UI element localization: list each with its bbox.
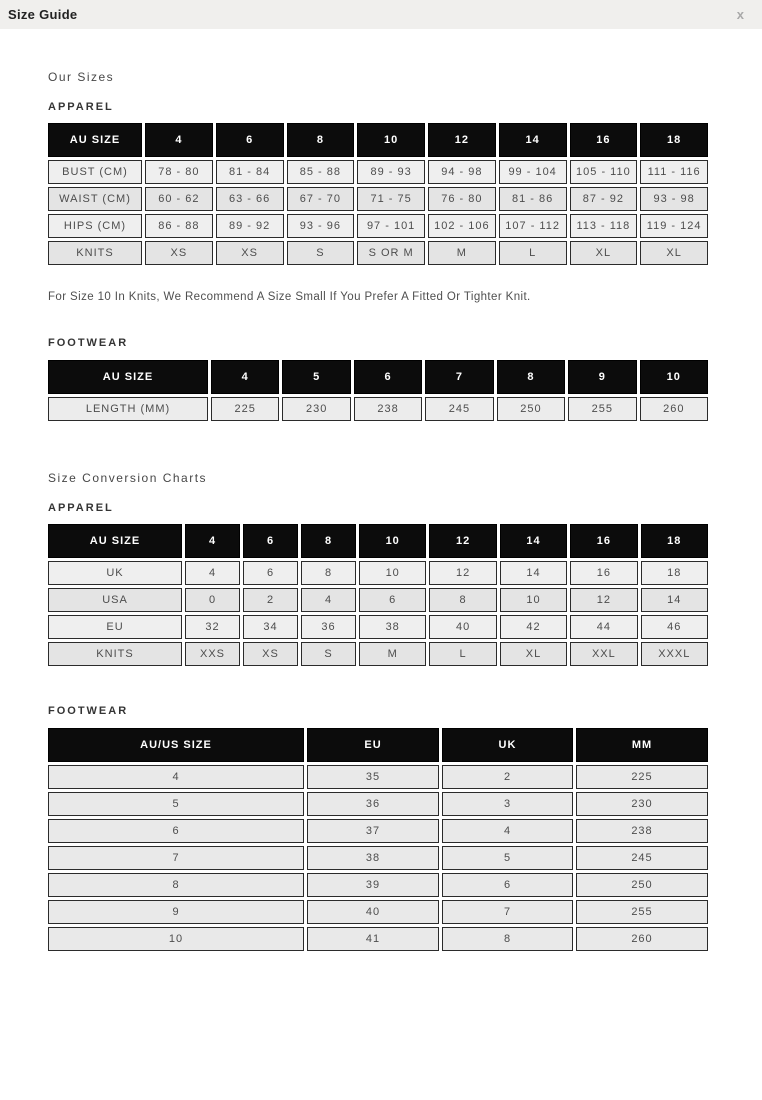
table-row (48, 561, 708, 585)
table-cell: 2 (243, 588, 298, 612)
table-cell: 238 (576, 819, 708, 843)
modal-header (0, 0, 762, 29)
table-cell: 36 (301, 615, 356, 639)
table-cell: S (301, 642, 356, 666)
column-header: 5 (282, 360, 350, 394)
conversion-footwear-table (45, 725, 711, 954)
column-header: AU SIZE (48, 123, 142, 157)
table-cell: 12 (429, 561, 496, 585)
table-cell: S OR M (357, 241, 425, 265)
table-cell: 10 (359, 561, 426, 585)
close-icon[interactable]: x (736, 7, 744, 22)
table-cell: XL (640, 241, 708, 265)
table-cell: 107 - 112 (499, 214, 567, 238)
table-row (48, 927, 708, 951)
column-header: 10 (640, 360, 708, 394)
table-cell: 250 (576, 873, 708, 897)
table-cell: 238 (354, 397, 422, 421)
table-cell: XXL (570, 642, 637, 666)
table-cell: LENGTH (MM) (48, 397, 208, 421)
table-cell: 46 (641, 615, 708, 639)
table-cell: XXS (185, 642, 240, 666)
table-cell: 40 (429, 615, 496, 639)
table-cell: XL (570, 241, 638, 265)
table-cell: 250 (497, 397, 565, 421)
table-cell: 32 (185, 615, 240, 639)
table-cell: 5 (48, 792, 304, 816)
table-cell: 4 (48, 765, 304, 789)
table-cell: 60 - 62 (145, 187, 213, 211)
table-row (48, 397, 708, 421)
column-header: 4 (145, 123, 213, 157)
table-cell: 97 - 101 (357, 214, 425, 238)
table-header-row (48, 524, 708, 558)
table-cell: 89 - 92 (216, 214, 284, 238)
modal-title: Size Guide (8, 7, 78, 22)
table-cell: S (287, 241, 355, 265)
table-cell: 10 (500, 588, 567, 612)
table-row (48, 873, 708, 897)
table-cell: XS (243, 642, 298, 666)
column-header: 7 (425, 360, 493, 394)
table-cell: 0 (185, 588, 240, 612)
table-cell: M (428, 241, 496, 265)
our-sizes-footwear-table (45, 357, 711, 424)
table-cell: 14 (641, 588, 708, 612)
table-row (48, 160, 708, 184)
table-row (48, 642, 708, 666)
column-header: UK (442, 728, 573, 762)
table-cell: USA (48, 588, 182, 612)
column-header: AU/US SIZE (48, 728, 304, 762)
table-cell: 78 - 80 (145, 160, 213, 184)
table-cell: 93 - 98 (640, 187, 708, 211)
table-cell: 6 (243, 561, 298, 585)
table-cell: 93 - 96 (287, 214, 355, 238)
our-sizes-footwear-label: FOOTWEAR (48, 337, 129, 349)
column-header: 16 (570, 524, 637, 558)
table-cell: 81 - 84 (216, 160, 284, 184)
column-header: 6 (216, 123, 284, 157)
table-cell: 7 (48, 846, 304, 870)
table-cell: 8 (442, 927, 573, 951)
table-row (48, 615, 708, 639)
table-cell: 41 (307, 927, 439, 951)
table-cell: 16 (570, 561, 637, 585)
table-cell: 230 (576, 792, 708, 816)
table-row (48, 241, 708, 265)
table-cell: 35 (307, 765, 439, 789)
table-cell: 87 - 92 (570, 187, 638, 211)
knits-size-note: For Size 10 In Knits, We Recommend A Size Small If You Prefer A Fitted Or Tighter Knit. (48, 291, 531, 303)
table-cell: 36 (307, 792, 439, 816)
table-cell: 14 (500, 561, 567, 585)
table-cell: 245 (576, 846, 708, 870)
table-cell: 10 (48, 927, 304, 951)
table-cell: 245 (425, 397, 493, 421)
table-cell: 255 (576, 900, 708, 924)
table-cell: 260 (576, 927, 708, 951)
column-header: 14 (499, 123, 567, 157)
table-cell: 94 - 98 (428, 160, 496, 184)
our-sizes-apparel-table (45, 120, 711, 268)
column-header: 18 (640, 123, 708, 157)
table-cell: UK (48, 561, 182, 585)
table-cell: 2 (442, 765, 573, 789)
column-header: 12 (428, 123, 496, 157)
table-cell: EU (48, 615, 182, 639)
table-cell: 230 (282, 397, 350, 421)
table-cell: M (359, 642, 426, 666)
table-cell: 81 - 86 (499, 187, 567, 211)
column-header: 12 (429, 524, 496, 558)
table-row (48, 792, 708, 816)
column-header: AU SIZE (48, 360, 208, 394)
table-cell: 225 (576, 765, 708, 789)
table-cell: 105 - 110 (570, 160, 638, 184)
table-cell: XL (500, 642, 567, 666)
table-cell: 38 (359, 615, 426, 639)
table-cell: WAIST (CM) (48, 187, 142, 211)
conversion-apparel-label: APPAREL (48, 502, 114, 514)
table-cell: KNITS (48, 642, 182, 666)
table-header-row (48, 728, 708, 762)
table-cell: HIPS (CM) (48, 214, 142, 238)
table-cell: 4 (442, 819, 573, 843)
table-cell: 89 - 93 (357, 160, 425, 184)
table-cell: 71 - 75 (357, 187, 425, 211)
column-header: MM (576, 728, 708, 762)
table-cell: 85 - 88 (287, 160, 355, 184)
table-row (48, 187, 708, 211)
table-cell: 7 (442, 900, 573, 924)
table-cell: XS (145, 241, 213, 265)
column-header: 4 (185, 524, 240, 558)
table-cell: 3 (442, 792, 573, 816)
column-header: 8 (301, 524, 356, 558)
table-cell: 63 - 66 (216, 187, 284, 211)
column-header: EU (307, 728, 439, 762)
table-cell: 6 (48, 819, 304, 843)
table-row (48, 819, 708, 843)
our-sizes-heading: Our Sizes (48, 70, 115, 84)
table-cell: 102 - 106 (428, 214, 496, 238)
table-cell: 255 (568, 397, 636, 421)
table-cell: BUST (CM) (48, 160, 142, 184)
table-cell: XXXL (641, 642, 708, 666)
column-header: 8 (287, 123, 355, 157)
table-cell: 119 - 124 (640, 214, 708, 238)
table-cell: 260 (640, 397, 708, 421)
table-cell: XS (216, 241, 284, 265)
table-cell: 67 - 70 (287, 187, 355, 211)
column-header: 16 (570, 123, 638, 157)
table-cell: 4 (185, 561, 240, 585)
column-header: 18 (641, 524, 708, 558)
table-row (48, 846, 708, 870)
table-cell: 4 (301, 588, 356, 612)
column-header: 6 (243, 524, 298, 558)
table-cell: 8 (48, 873, 304, 897)
table-cell: 8 (301, 561, 356, 585)
conversion-footwear-label: FOOTWEAR (48, 705, 129, 717)
table-cell: L (429, 642, 496, 666)
table-cell: 9 (48, 900, 304, 924)
column-header: 14 (500, 524, 567, 558)
table-cell: 40 (307, 900, 439, 924)
column-header: 6 (354, 360, 422, 394)
column-header: 8 (497, 360, 565, 394)
column-header: AU SIZE (48, 524, 182, 558)
table-row (48, 214, 708, 238)
table-row (48, 900, 708, 924)
table-cell: 39 (307, 873, 439, 897)
table-header-row (48, 123, 708, 157)
table-cell: 225 (211, 397, 279, 421)
conversion-apparel-table (45, 521, 711, 669)
table-header-row (48, 360, 708, 394)
column-header: 4 (211, 360, 279, 394)
table-cell: 113 - 118 (570, 214, 638, 238)
column-header: 9 (568, 360, 636, 394)
table-row (48, 588, 708, 612)
table-cell: 6 (359, 588, 426, 612)
table-cell: L (499, 241, 567, 265)
table-cell: 8 (429, 588, 496, 612)
table-row (48, 765, 708, 789)
conversion-charts-heading: Size Conversion Charts (48, 471, 208, 485)
table-cell: KNITS (48, 241, 142, 265)
table-cell: 76 - 80 (428, 187, 496, 211)
table-cell: 44 (570, 615, 637, 639)
size-guide-content (0, 70, 762, 954)
column-header: 10 (359, 524, 426, 558)
table-cell: 34 (243, 615, 298, 639)
table-cell: 12 (570, 588, 637, 612)
table-cell: 6 (442, 873, 573, 897)
table-cell: 86 - 88 (145, 214, 213, 238)
table-cell: 37 (307, 819, 439, 843)
column-header: 10 (357, 123, 425, 157)
table-cell: 18 (641, 561, 708, 585)
table-cell: 38 (307, 846, 439, 870)
table-cell: 42 (500, 615, 567, 639)
our-sizes-apparel-label: APPAREL (48, 101, 114, 113)
table-cell: 5 (442, 846, 573, 870)
table-cell: 111 - 116 (640, 160, 708, 184)
table-cell: 99 - 104 (499, 160, 567, 184)
